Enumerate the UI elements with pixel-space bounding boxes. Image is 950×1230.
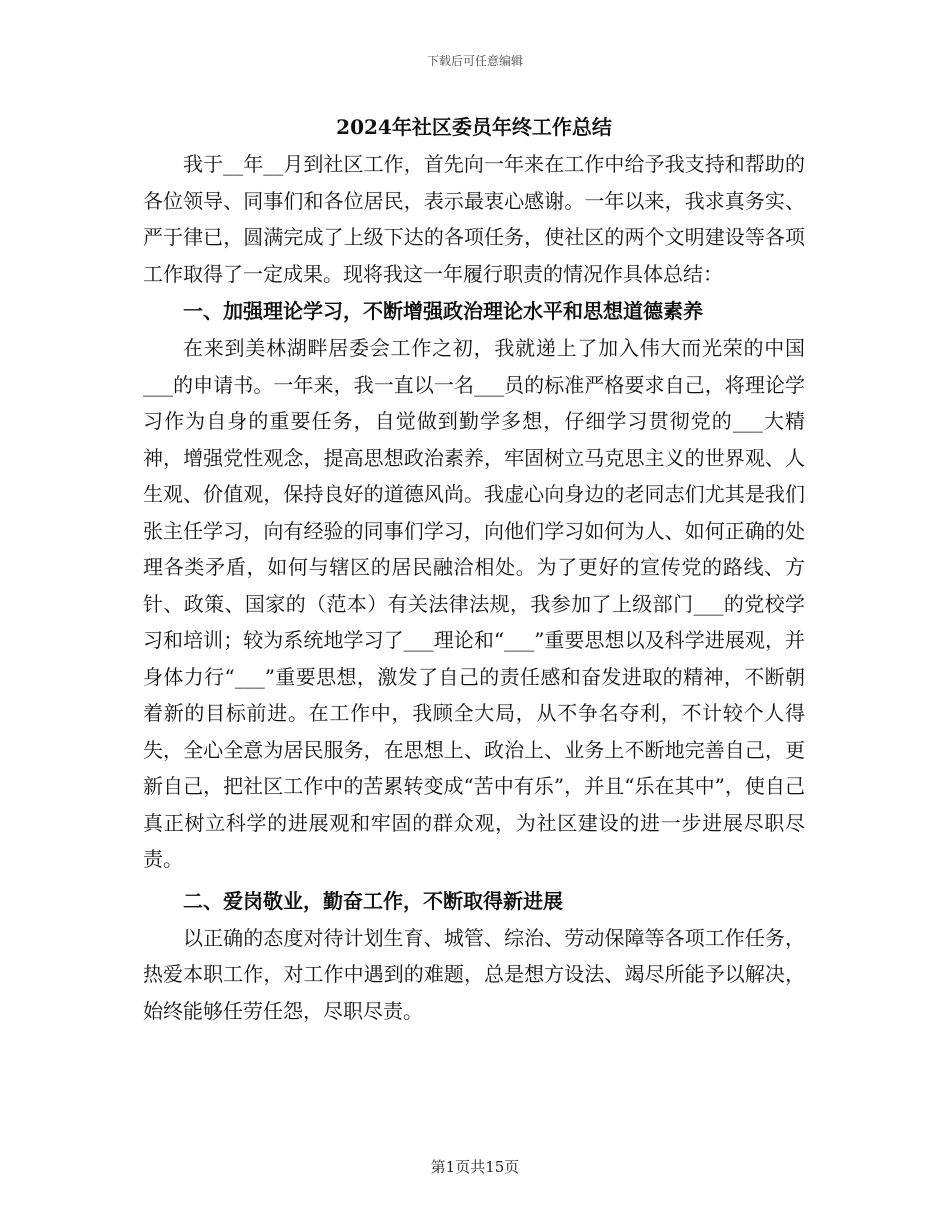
section-2-heading: 二、爱岗敬业，勤奋工作，不断取得新进展: [183, 888, 563, 913]
page-number-footer: 第1页共15页: [430, 1158, 520, 1176]
section-2-paragraph: 以正确的态度对待计划生育、城管、综治、劳动保障等各项工作任务，热爱本职工作，对工作中遇到的难题，总是想方设法、竭尽所能予以解决，始终能够任劳任怨，尽职尽责。: [143, 925, 805, 1023]
section-1-heading: 一、加强理论学习，不断增强政治理论水平和思想道德素养: [183, 299, 703, 323]
header-note: 下载后可任意编辑: [426, 54, 523, 68]
section-1-paragraph: 在来到美林湖畔居委会工作之初，我就递上了加入伟大而光荣的中国___的申请书。一年来，我一直以一名___员的标准严格要求自己，将理论学习作为自身的重要任务，自觉做到勤学多想，仔细学习贯彻党的___大精神，增强党性观念，提高思想政治素养，牢固树立马克思主义的世界观、人生观、价值观，保持良好的道德风尚。我虚心向身边的老同志们尤其是我们张主任学习，向有经验的同事们学习，向他们学习如何为人、如何正确的处理各类矛盾，如何与辖区的居民融洽相处。为了更好的宣传党的路线、方针、政策、国家的（范本）有关法律法规，我参加了上级部门___的党校学习和培训；较为系统地学习了___理论和“___”重要思想以及科学进展观，并身体力行“___”重要思想，激发了自己的责任感和奋发进取的精神，不断朝着新的目标前进。在工作中，我顾全大局，从不争名夺利，不计较个人得失，全心全意为居民服务，在思想上、政治上、业务上不断地完善自己，更新自己，把社区工作中的苦累转变成“苦中有乐”，并且“乐在其中”，使自己真正树立科学的进展观和牢固的群众观，为社区建设的进一步进展尽职尽责。: [143, 336, 805, 871]
intro-paragraph: 我于__年__月到社区工作，首先向一年来在工作中给予我支持和帮助的各位领导、同事们和各位居民，表示最衷心感谢。一年以来，我求真务实、严于律已，圆满完成了上级下达的各项任务，使社区的两个文明建设等各项工作取得了一定成果。现将我这一年履行职责的情况作具体总结：: [143, 152, 805, 286]
document-title: 2024年社区委员年终工作总结: [336, 115, 612, 139]
document-body: [143, 108, 805, 1029]
